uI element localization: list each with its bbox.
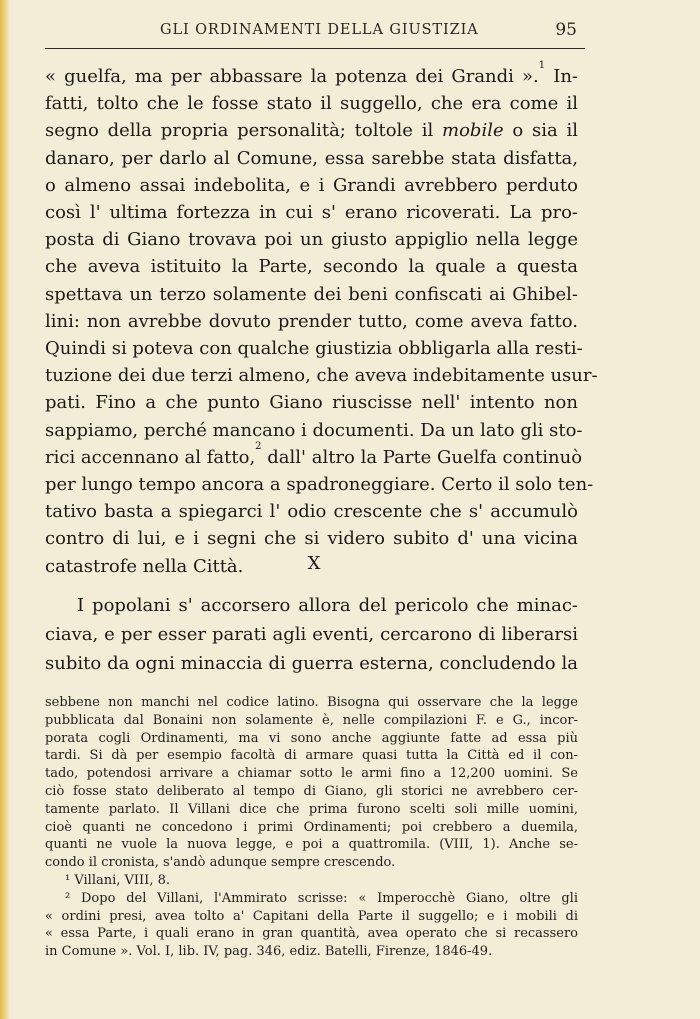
text-line: segno della propria personalità; toltole il mobile o sia il	[45, 120, 578, 142]
footnote-line: pubblicata dal Bonaini non solamente è, nelle compilazioni F. e G., incor-	[45, 712, 578, 728]
page-header	[45, 20, 585, 44]
footnote-line: in Comune ». Vol. I, lib. IV, pag. 346, ediz. Batelli, Firenze, 1846-49.	[45, 944, 493, 960]
text-line: Quindi si poteva con qualche giustizia obbligarla alla resti-	[45, 338, 583, 360]
footnote-line: tado, potendosi arrivare a chiamar sotto le armi fino a 12,200 uomini. Se	[45, 766, 578, 782]
footnotes	[45, 694, 578, 961]
footnote-ref: 1	[538, 60, 546, 71]
text-line: per lungo tempo ancora a spadroneggiare. Certo il solo ten-	[45, 474, 594, 496]
footnote-2: ² Dopo del Villani, l'Ammirato scrisse: « Imperocchè Giano, oltre gli	[65, 890, 578, 906]
text-line: che aveva istituito la Parte, secondo la quale a questa	[45, 256, 578, 278]
footnote-line: cioè quanti ne concedono i primi Ordinamenti; poi crebbero a duemila,	[45, 819, 578, 835]
text-line: spettava un terzo solamente dei beni confiscati ai Ghibel-	[45, 283, 578, 305]
footnote-line: tamente parlato. Il Villani dice che prima furono scelti soli mille uomini,	[45, 801, 578, 817]
section-heading: X	[307, 553, 323, 574]
footnote-ref: 2	[255, 440, 262, 452]
footnote-line: porata cogli Ordinamenti, ma vi sono anche aggiunte fatte ad essa più	[45, 730, 578, 746]
page-edge	[0, 0, 10, 1019]
text-line: « guelfa, ma per abbassare la potenza dei Grandi ».$^1$ In-	[45, 60, 578, 87]
text-line: sappiamo, perché mancano i documenti. Da un lato gli sto-	[45, 419, 583, 441]
header-rule	[45, 48, 585, 49]
text-line: rici accennano al fatto,$^2$ dall' altro la Parte Guelfa continuò	[45, 440, 583, 468]
text-line: danaro, per darlo al Comune, essa sarebbe stata disfatta,	[45, 147, 578, 169]
text-line: subito da ogni minaccia di guerra esterna, concludendo la	[45, 653, 578, 674]
footnote-1: ¹ Villani, VIII, 8.	[65, 872, 170, 888]
text-line: I popolani s' accorsero allora del pericolo che minac-	[77, 595, 578, 616]
text-line: fatti, tolto che le fosse stato il suggello, che era come il	[45, 93, 578, 115]
footnote-line: condo il cronista, s'andò adunque sempre crescendo.	[45, 855, 396, 871]
text-line: lini: non avrebbe dovuto prender tutto, come aveva fatto.	[45, 310, 578, 332]
footnote-line: « essa Parte, i quali erano in gran quantità, avea operato che si recassero	[45, 926, 578, 942]
text-line: ciava, e per esser parati agli eventi, cercarono di liberarsi	[45, 624, 578, 645]
running-title: GLI ORDINAMENTI DELLA GIUSTIZIA	[160, 22, 479, 38]
second-paragraph	[45, 591, 578, 678]
footnote-line: « ordini presi, avea tolto a' Capitani della Parte il suggello; e i mobili di	[45, 908, 578, 924]
text-line: posta di Giano trovava poi un giusto appiglio nella legge	[45, 229, 578, 251]
text-line: così l' ultima fortezza in cui s' erano ricoverati. La pro-	[45, 202, 578, 224]
footnote-line: ciò fosse stato deliberato al tempo di Giano, gli storici ne avrebbero cer-	[45, 783, 578, 799]
italic-term: mobile	[442, 120, 504, 142]
main-paragraph	[45, 60, 598, 580]
text-line: pati. Fino a che punto Giano riuscisse nell' intento non	[45, 392, 578, 414]
text-line: contro di lui, e i segni che si videro subito d' una vicina	[45, 528, 578, 550]
text-line: o almeno assai indebolita, e i Grandi avrebbero perduto	[45, 174, 578, 196]
text-line: catastrofe nella Città.	[45, 555, 244, 577]
text-line: tativo basta a spiegarci l' odio crescente che s' accumulò	[45, 501, 578, 523]
page-number: 95	[555, 20, 577, 40]
footnote-line: sebbene non manchi nel codice latino. Bisogna qui osservare che la legge	[45, 695, 578, 710]
footnote-line: quanti ne vuole la nuova legge, e poi a quattromila. (VIII, 1). Anche se-	[45, 837, 578, 853]
footnote-line: tardi. Si dà per esempio facoltà di armare quasi tutta la Città ed il con-	[45, 748, 578, 764]
text-line: tuzione dei due terzi almeno, che aveva indebitamente usur-	[45, 365, 598, 387]
